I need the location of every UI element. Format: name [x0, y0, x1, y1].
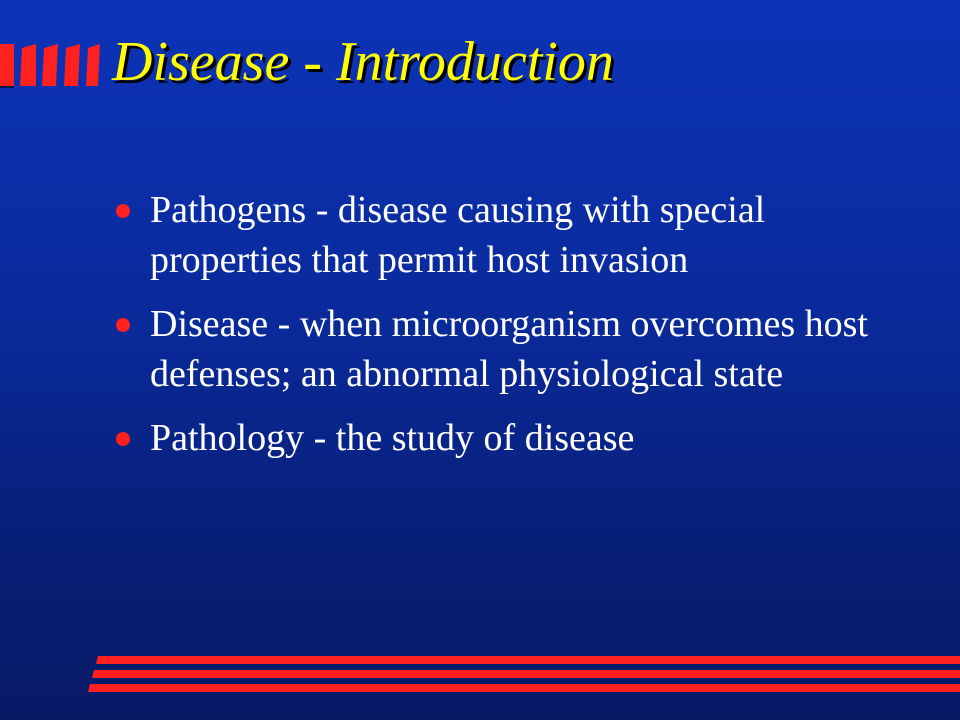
bottom-decoration-stripes — [0, 650, 960, 696]
title-decoration-bars — [0, 44, 100, 90]
bullet-item — [112, 299, 912, 399]
bullet-text: Pathogens - disease causing with special properties that permit host invasion — [150, 189, 766, 281]
bullet-text: Disease - when microorganism overcomes host defenses; an abnormal physiological state — [150, 303, 868, 395]
bullet-dot-icon — [116, 204, 130, 218]
bottom-stripe-2 — [92, 670, 960, 678]
bullet-item — [112, 413, 912, 463]
title-bar-4 — [64, 44, 80, 86]
bullet-text: Pathology - the study of disease — [150, 417, 635, 459]
title-bar-3 — [42, 44, 58, 86]
title-bar-1 — [0, 44, 14, 86]
bottom-stripe-3 — [88, 684, 960, 692]
bullet-dot-icon — [116, 432, 130, 446]
bullet-item — [112, 185, 912, 285]
bullet-dot-icon — [116, 318, 130, 332]
title-bar-2 — [20, 44, 36, 86]
title-bar-5 — [86, 44, 100, 86]
bottom-stripe-1 — [96, 656, 960, 664]
slide-title: Disease - Introduction — [112, 31, 614, 93]
bullet-list — [112, 185, 912, 477]
